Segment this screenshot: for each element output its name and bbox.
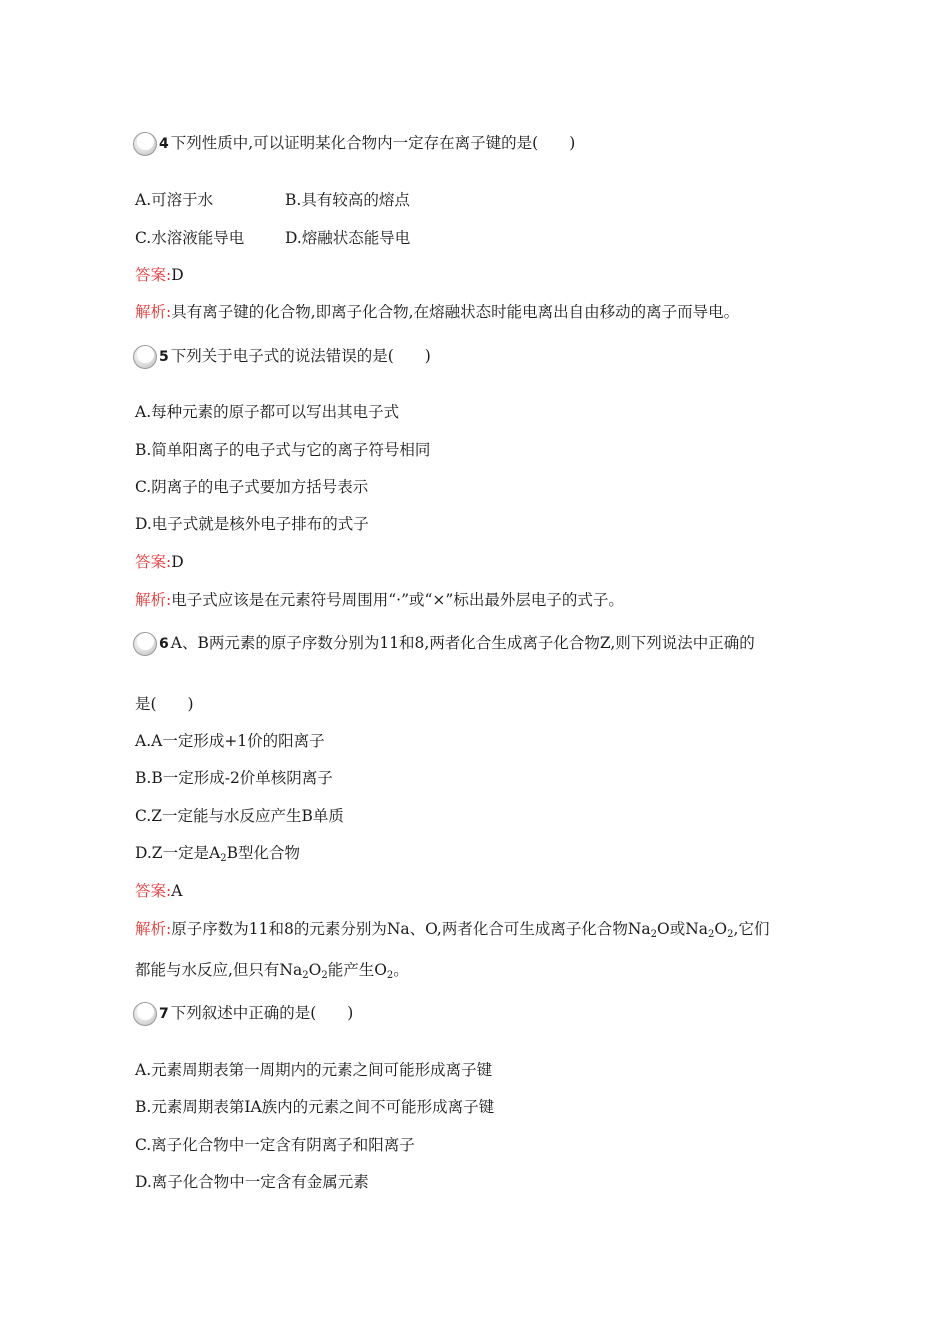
analysis-label: 解析: <box>135 591 172 609</box>
option-c: C.水溶液能导电 <box>135 229 245 247</box>
question-text: 下列关于电子式的说法错误的是( ) <box>170 347 431 365</box>
answer-value: D <box>171 553 184 571</box>
question-marker-icon <box>133 1004 159 1024</box>
question-5-stem <box>133 346 431 367</box>
answer-line <box>135 552 184 572</box>
question-number: 6 <box>159 636 169 652</box>
question-text: 下列性质中,可以证明某化合物内一定存在离子键的是( ) <box>170 134 576 152</box>
option-c: C.离子化合物中一定含有阴离子和阳离子 <box>135 1136 415 1154</box>
question-text-continued: 是( ) <box>135 695 194 713</box>
option-c: C.阴离子的电子式要加方括号表示 <box>135 478 369 496</box>
option-b: B.具有较高的熔点 <box>285 191 410 209</box>
analysis-text: 电子式应该是在元素符号周围用“·”或“×”标出最外层电子的式子。 <box>171 591 624 609</box>
analysis-label: 解析: <box>135 303 172 321</box>
option-b: B.元素周期表第ⅠA族内的元素之间不可能形成离子键 <box>135 1098 495 1116</box>
option-d: D.电子式就是核外电子排布的式子 <box>135 515 369 533</box>
answer-line <box>135 881 182 901</box>
answer-line <box>135 265 184 285</box>
answer-label: 答案: <box>135 553 172 571</box>
analysis-line-continued: 都能与水反应,但只有$Na_2O_2$能产生$O_2$。 <box>135 961 409 981</box>
option-b: B.简单阳离子的电子式与它的离子符号相同 <box>135 441 431 459</box>
question-marker-icon <box>133 634 159 654</box>
question-marker-icon <box>133 347 159 367</box>
question-text: A、B两元素的原子序数分别为11和8,两者化合生成离子化合物Z,则下列说法中正确的 <box>170 634 755 652</box>
analysis-line <box>135 302 739 322</box>
analysis-line: 解析:原子序数为11和8的元素分别为Na、O,两者化合可生成离子化合物$Na_2O$或$Na_2O_2$,它们 <box>135 920 770 940</box>
question-number: 7 <box>159 1006 169 1022</box>
answer-label: 答案: <box>135 266 172 284</box>
option-a: A.A一定形成+1价的阳离子 <box>135 732 325 750</box>
option-d: D.离子化合物中一定含有金属元素 <box>135 1173 369 1191</box>
analysis-label: 解析: <box>135 920 172 938</box>
option-d: D.熔融状态能导电 <box>285 229 411 247</box>
answer-label: 答案: <box>135 882 172 900</box>
question-marker-icon <box>133 134 159 154</box>
analysis-text: 具有离子键的化合物,即离子化合物,在熔融状态时能电离出自由移动的离子而导电。 <box>171 303 740 321</box>
option-a: A.元素周期表第一周期内的元素之间可能形成离子键 <box>135 1061 493 1079</box>
option-b: B.B一定形成-2价单核阴离子 <box>135 769 333 787</box>
option-a: A.每种元素的原子都可以写出其电子式 <box>135 403 400 421</box>
answer-value: A <box>171 882 183 900</box>
option-a: A.可溶于水 <box>135 191 214 209</box>
question-number: 4 <box>159 136 169 152</box>
analysis-line <box>135 590 624 610</box>
question-number: 5 <box>159 349 169 365</box>
question-text: 下列叙述中正确的是( ) <box>170 1004 354 1022</box>
option-c: C.Z一定能与水反应产生B单质 <box>135 807 344 825</box>
question-7-stem <box>133 1003 353 1024</box>
answer-value: D <box>171 266 184 284</box>
option-d: D.Z一定是$A_2B$型化合物 <box>135 844 301 864</box>
question-4-stem <box>133 133 575 154</box>
question-6-stem <box>133 633 755 654</box>
